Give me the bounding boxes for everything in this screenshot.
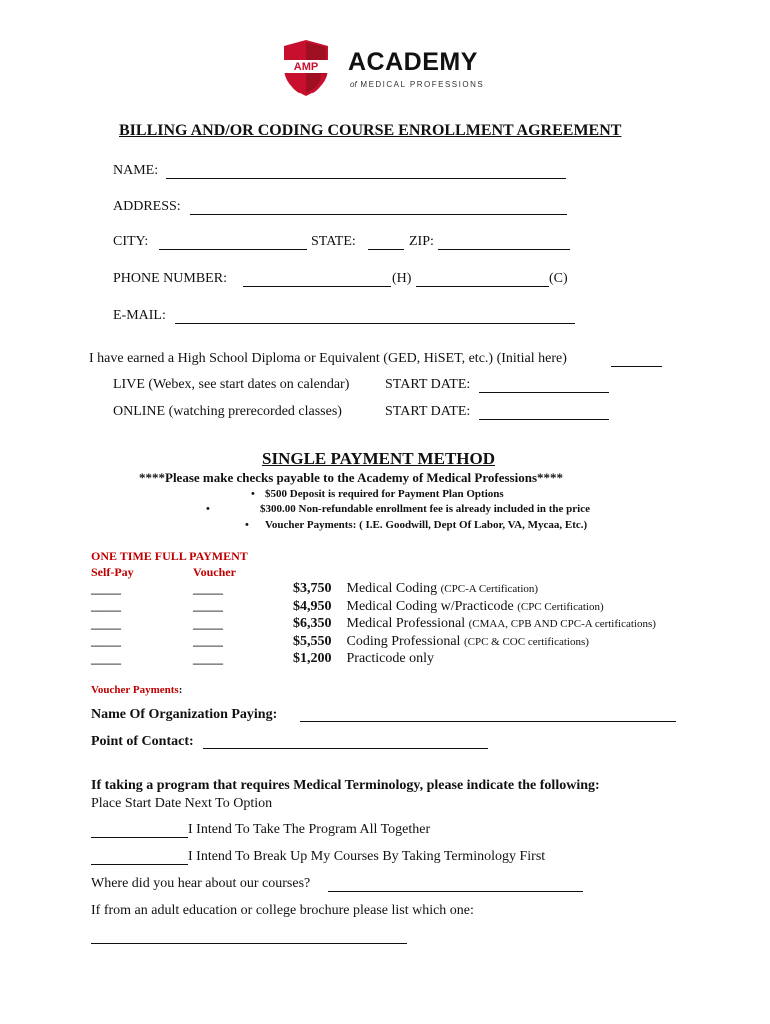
- address-field[interactable]: [190, 214, 567, 215]
- logo-tagline: [350, 80, 484, 89]
- course-note: (CPC Certification): [517, 601, 604, 613]
- logo-tagline-rest: MEDICAL PROFESSIONS: [360, 80, 485, 89]
- option-break-up-field[interactable]: [91, 864, 188, 865]
- voucher-blank-2[interactable]: _____: [193, 599, 223, 613]
- self-pay-blank-4[interactable]: _____: [91, 634, 121, 648]
- price-row-medical-coding-practicode: [293, 599, 604, 615]
- logo-name: ACADEMY: [348, 48, 478, 76]
- terminology-subheading: Place Start Date Next To Option: [91, 796, 273, 811]
- price-row-medical-professional: [293, 616, 656, 632]
- course-name: Medical Coding: [346, 581, 438, 596]
- voucher-blank-3[interactable]: _____: [193, 617, 223, 631]
- organization-field[interactable]: [300, 721, 676, 722]
- bullet-icon: •: [245, 519, 249, 531]
- voucher-heading: Voucher: [193, 565, 236, 579]
- organization-label: Name Of Organization Paying:: [91, 707, 278, 722]
- point-of-contact-field[interactable]: [203, 748, 488, 749]
- self-pay-blank-1[interactable]: _____: [91, 582, 121, 596]
- single-payment-title: SINGLE PAYMENT METHOD: [262, 449, 496, 468]
- name-label: NAME:: [113, 163, 159, 178]
- logo-tagline-of: of: [350, 80, 357, 89]
- course-name: Practicode only: [346, 651, 434, 666]
- course-note: (CPC & COC certifications): [463, 636, 589, 648]
- self-pay-blank-2[interactable]: _____: [91, 599, 121, 613]
- name-field[interactable]: [166, 178, 566, 179]
- brochure-field[interactable]: [91, 943, 407, 944]
- hear-about-label: Where did you hear about our courses?: [91, 876, 311, 891]
- self-pay-blank-3[interactable]: _____: [91, 617, 121, 631]
- one-time-heading: ONE TIME FULL PAYMENT: [91, 549, 248, 563]
- online-start-date-field[interactable]: [479, 419, 609, 420]
- course-note: (CMAA, CPB AND CPC-A certifications): [468, 618, 656, 630]
- voucher-payments-label: [91, 684, 182, 696]
- cell-phone-field[interactable]: [416, 286, 549, 287]
- price-amount: $3,750: [293, 581, 332, 596]
- diploma-initial-field[interactable]: [611, 366, 662, 367]
- course-note: (CPC-A Certification): [440, 583, 539, 595]
- bullet-text: $300.00 Non-refundable enrollment fee is already included in the price: [260, 503, 590, 515]
- hear-about-field[interactable]: [328, 891, 583, 892]
- voucher-payments-colon: :: [178, 684, 183, 696]
- self-pay-heading: Self-Pay: [91, 565, 134, 579]
- price-amount: $4,950: [293, 599, 332, 614]
- point-of-contact-label: Point of Contact:: [91, 734, 194, 749]
- diploma-statement: I have earned a High School Diploma or Equivalent (GED, HiSET, etc.) (Initial here): [89, 351, 567, 366]
- page-title: BILLING AND/OR CODING COURSE ENROLLMENT AGREEMENT: [119, 122, 622, 139]
- price-amount: $1,200: [293, 651, 332, 666]
- address-label: ADDRESS:: [113, 199, 181, 214]
- online-start-date-label: START DATE:: [385, 404, 471, 419]
- phone-label: PHONE NUMBER:: [113, 271, 227, 286]
- live-option: LIVE (Webex, see start dates on calendar): [113, 377, 350, 392]
- zip-field[interactable]: [438, 249, 570, 250]
- self-pay-blank-5[interactable]: _____: [91, 652, 121, 666]
- price-row-medical-coding: [293, 581, 538, 597]
- terminology-heading: If taking a program that requires Medical Terminology, please indicate the following:: [91, 778, 600, 793]
- option-all-together-label: I Intend To Take The Program All Together: [188, 822, 431, 837]
- city-field[interactable]: [159, 249, 307, 250]
- logo-badge-text: AMP: [293, 61, 319, 73]
- zip-label: ZIP:: [409, 234, 434, 249]
- bullet-icon: •: [251, 488, 255, 500]
- voucher-blank-1[interactable]: _____: [193, 582, 223, 596]
- academy-logo: [280, 38, 500, 98]
- checks-payable-note: ****Please make checks payable to the Academy of Medical Professions****: [139, 470, 564, 485]
- cell-phone-label: (C): [549, 271, 568, 286]
- bullet-deposit: [251, 488, 504, 500]
- voucher-payments-text: Voucher Payments: [91, 684, 179, 696]
- bullet-icon: •: [206, 503, 210, 515]
- price-row-practicode: [293, 651, 434, 667]
- price-amount: $5,550: [293, 634, 332, 649]
- bullet-enrollment-fee: [206, 503, 590, 515]
- voucher-blank-4[interactable]: _____: [193, 634, 223, 648]
- state-field[interactable]: [368, 249, 404, 250]
- shield-logo-icon: [280, 38, 346, 100]
- course-name: Medical Coding w/Practicode: [346, 599, 514, 614]
- price-amount: $6,350: [293, 616, 332, 631]
- live-start-date-label: START DATE:: [385, 377, 471, 392]
- city-label: CITY:: [113, 234, 149, 249]
- voucher-blank-5[interactable]: _____: [193, 652, 223, 666]
- email-field[interactable]: [175, 323, 575, 324]
- bullet-text: $500 Deposit is required for Payment Plan Options: [265, 488, 504, 500]
- email-label: E-MAIL:: [113, 308, 166, 323]
- live-start-date-field[interactable]: [479, 392, 609, 393]
- bullet-voucher: [245, 519, 587, 531]
- home-phone-label: (H): [392, 271, 412, 286]
- brochure-label: If from an adult education or college brochure please list which one:: [91, 903, 474, 918]
- course-name: Medical Professional: [346, 616, 466, 631]
- bullet-text: Voucher Payments: ( I.E. Goodwill, Dept Of Labor, VA, Mycaa, Etc.): [265, 519, 588, 531]
- price-row-coding-professional: [293, 634, 589, 650]
- state-label: STATE:: [311, 234, 356, 249]
- option-break-up-label: I Intend To Break Up My Courses By Taking Terminology First: [188, 849, 546, 864]
- option-all-together-field[interactable]: [91, 837, 188, 838]
- course-name: Coding Professional: [346, 634, 461, 649]
- online-option: ONLINE (watching prerecorded classes): [113, 404, 342, 419]
- home-phone-field[interactable]: [243, 286, 391, 287]
